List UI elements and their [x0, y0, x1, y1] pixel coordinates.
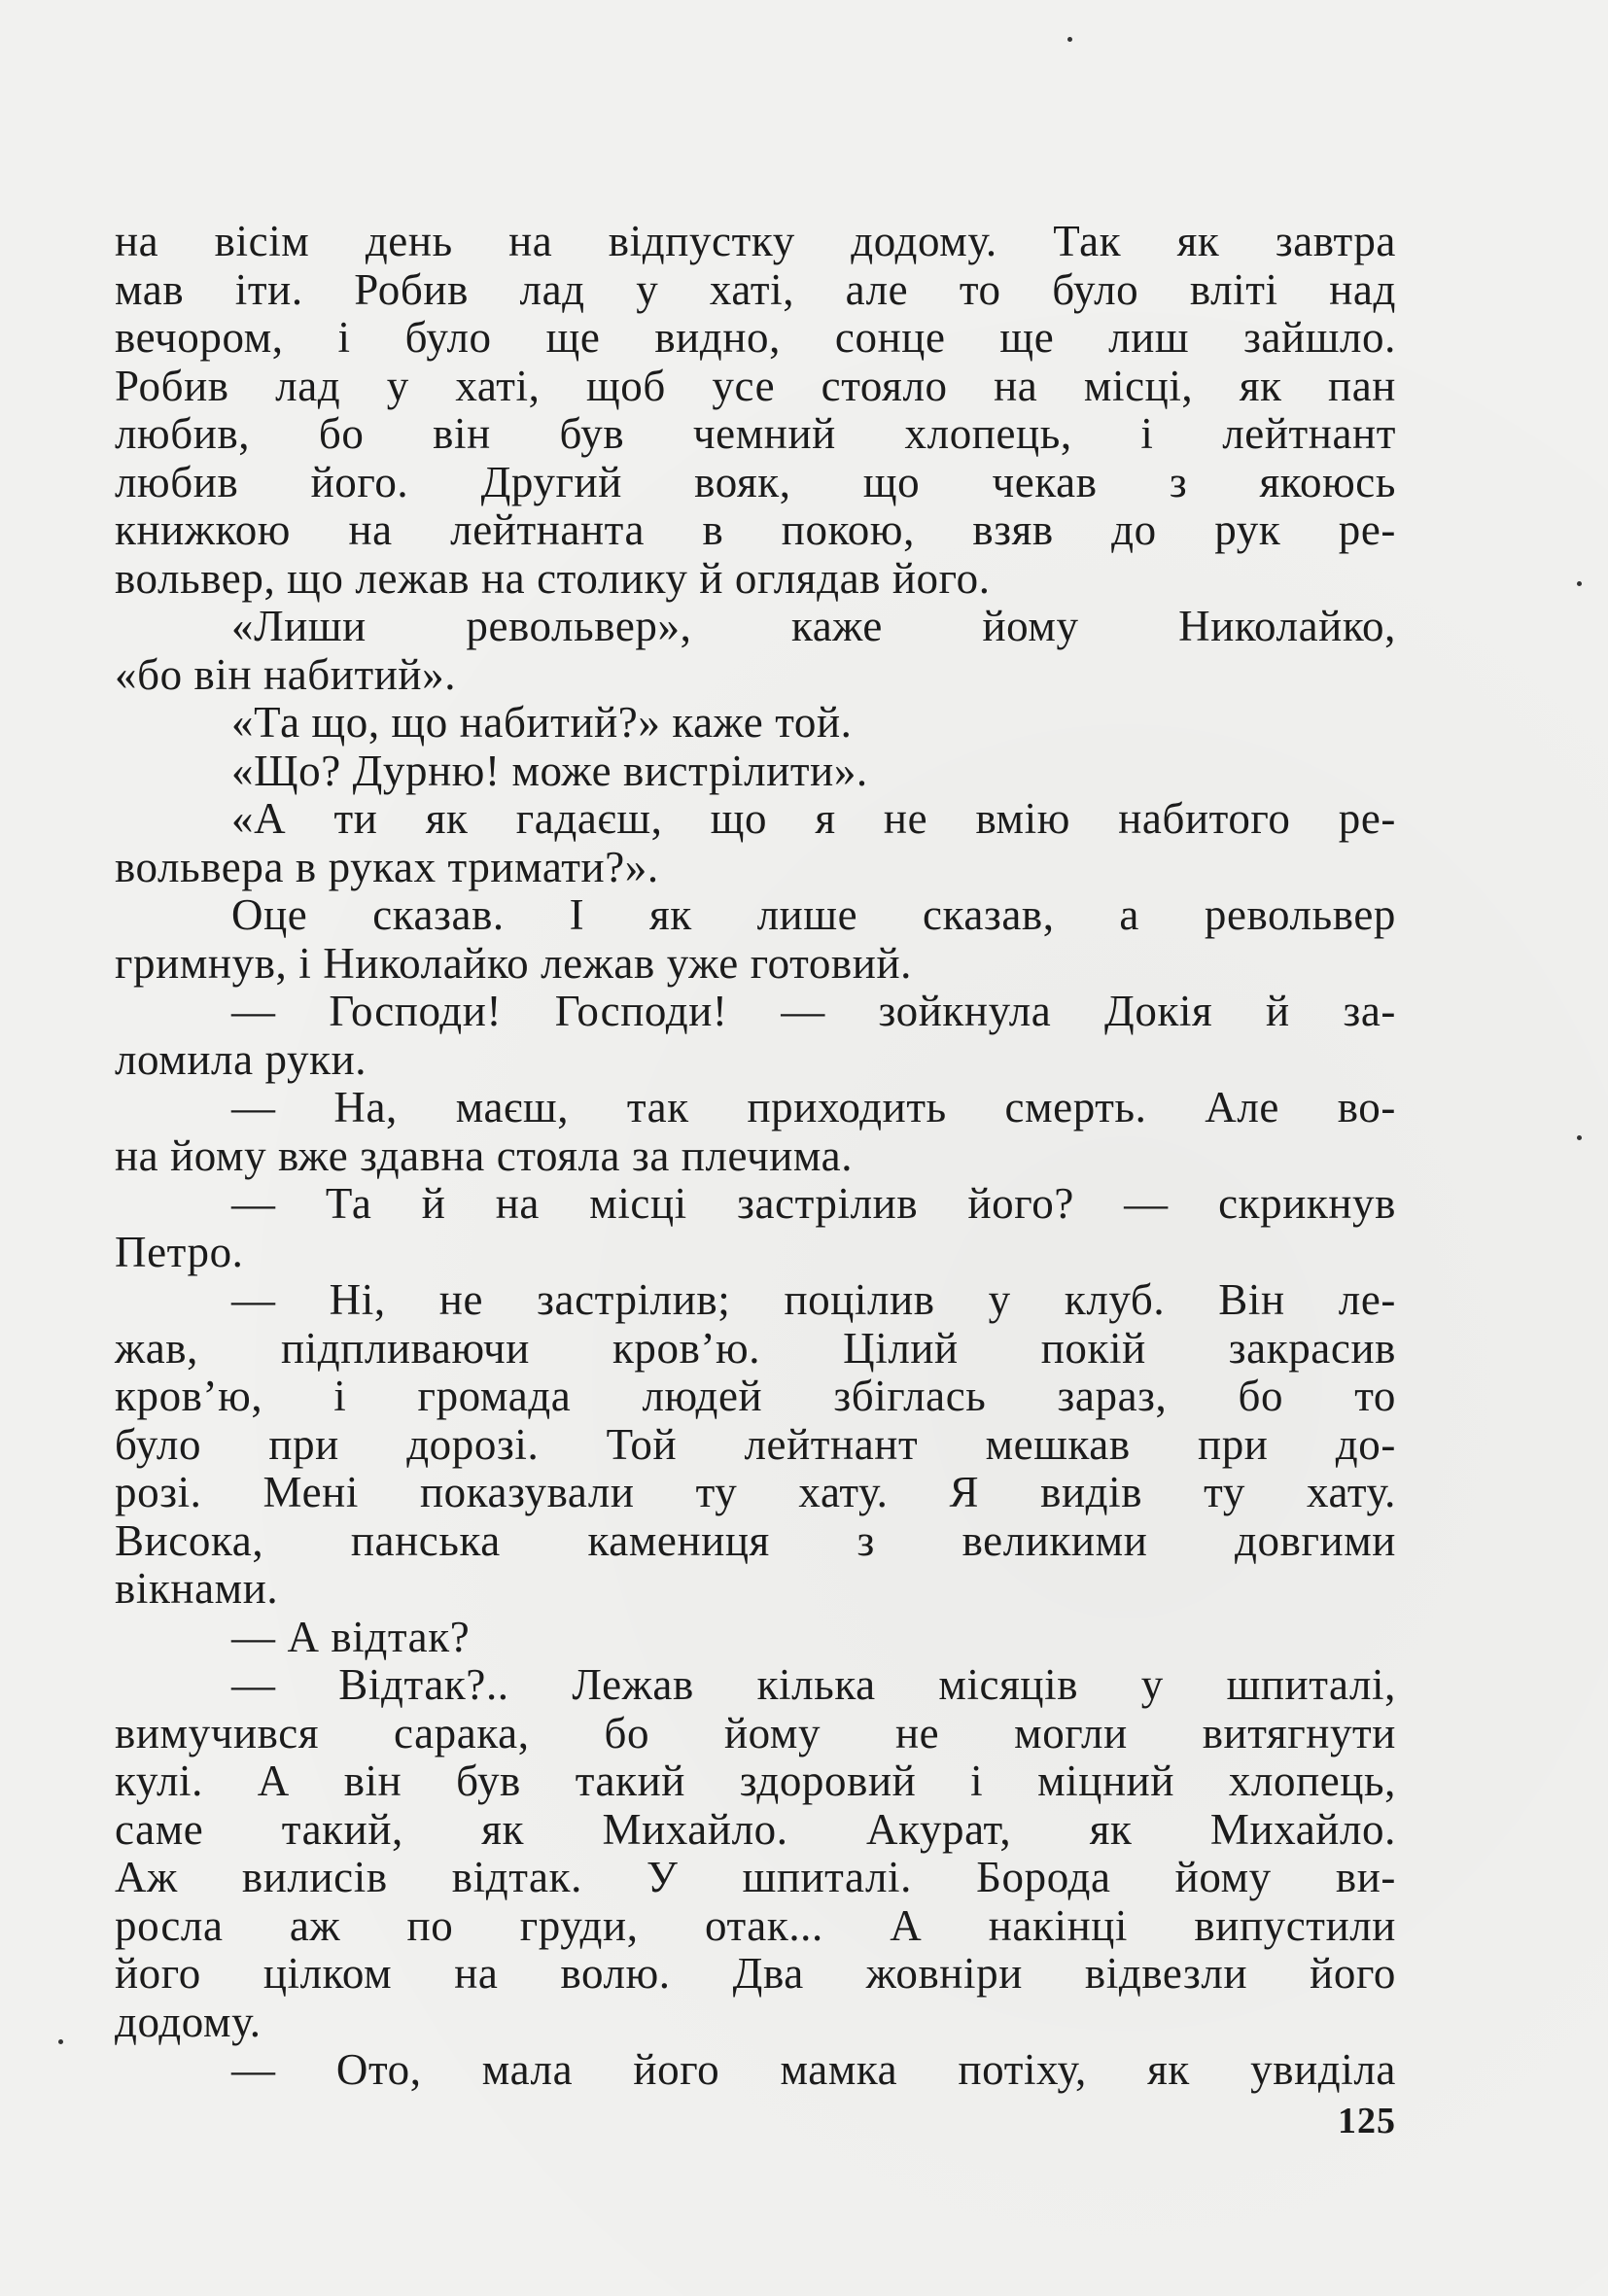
text-line: «А ти як гадаєш, що я не вмію набитого ре-: [231, 794, 1396, 843]
scan-speck: [1577, 581, 1582, 586]
text-line: Оце сказав. І як лише сказав, а револьвер: [231, 890, 1396, 939]
text-line: Петро.: [115, 1227, 244, 1276]
scan-speck: [1067, 37, 1072, 42]
text-line: «Лиши револьвер», каже йому Николайко,: [231, 602, 1396, 650]
text-line: вікнами.: [115, 1564, 279, 1613]
text-line: жав, підпливаючи кров’ю. Цілий покій закрасив: [115, 1323, 1396, 1373]
text-line: «Та що, що набитий?» каже той.: [231, 698, 853, 747]
text-line: кров’ю, і громада людей збіглась зараз, бо то: [115, 1372, 1396, 1420]
text-line: — Відтак?.. Лежав кілька місяців у шпиталі,: [231, 1660, 1396, 1709]
text-line: Робив лад у хаті, щоб усе стояло на місці, як пан: [115, 361, 1396, 410]
text-line: «Що? Дурню! може вистрілити».: [231, 746, 868, 795]
text-line: ломила руки.: [115, 1034, 367, 1084]
text-line: любив, бо він був чемний хлопець, і лейтнант: [115, 409, 1396, 458]
text-line: Висока, панська камениця з великими довгими: [115, 1515, 1396, 1565]
text-line: «бо він набитий».: [115, 649, 457, 699]
text-line: Аж вилисів відтак. У шпиталі. Борода йому ви-: [115, 1853, 1396, 1901]
text-line: вечором, і було ще видно, сонце ще лиш зайшло.: [115, 313, 1396, 362]
text-line: на йому вже здавна стояла за плечима.: [115, 1131, 854, 1180]
text-line: кулі. А він був такий здоровий і міцний хлопець,: [115, 1757, 1396, 1805]
page-number: 125: [1338, 2101, 1396, 2141]
text-line: розі. Мені показували ту хату. Я видів ту хату.: [115, 1468, 1396, 1516]
text-line: — Господи! Господи! — зойкнула Докія й за-: [231, 987, 1396, 1035]
text-line: додому.: [115, 1997, 262, 2046]
text-line: любив його. Другий вояк, що чекав з якоюсь: [115, 457, 1396, 506]
text-line: — Ото, мала його мамка потіху, як увиділа: [231, 2045, 1396, 2094]
text-line: росла аж по груди, отак... А накінці випустили: [115, 1900, 1396, 1950]
scan-speck: [1577, 1135, 1582, 1140]
text-line: саме такий, як Михайло. Акурат, як Михайло.: [115, 1804, 1396, 1854]
body-text: [115, 218, 1396, 2095]
text-line: вольвера в руках тримати?».: [115, 842, 659, 891]
scan-speck: [58, 2039, 63, 2044]
text-line: — На, маєш, так приходить смерть. Але во-: [231, 1083, 1396, 1131]
text-line: мав іти. Робив лад у хаті, але то було вліті над: [115, 264, 1396, 314]
text-line: його цілком на волю. Два жовніри відвезли його: [115, 1949, 1396, 1998]
text-line: книжкою на лейтнанта в покою, взяв до рук ре-: [115, 505, 1396, 554]
text-line: гримнув, і Николайко лежав уже готовий.: [115, 938, 912, 988]
text-line: — Та й на місці застрілив його? — скрикнув: [231, 1179, 1396, 1228]
text-line: вимучився сарака, бо йому не могли витягнути: [115, 1708, 1396, 1757]
text-line: на вісім день на відпустку додому. Так як завтра: [115, 217, 1396, 265]
text-line: вольвер, що лежав на столику й оглядав його.: [115, 553, 991, 603]
text-line: було при дорозі. Той лейтнант мешкав при до-: [115, 1419, 1396, 1469]
text-line: — А відтак?: [231, 1612, 471, 1661]
text-line: — Ні, не застрілив; поцілив у клуб. Він ле-: [231, 1275, 1396, 1324]
